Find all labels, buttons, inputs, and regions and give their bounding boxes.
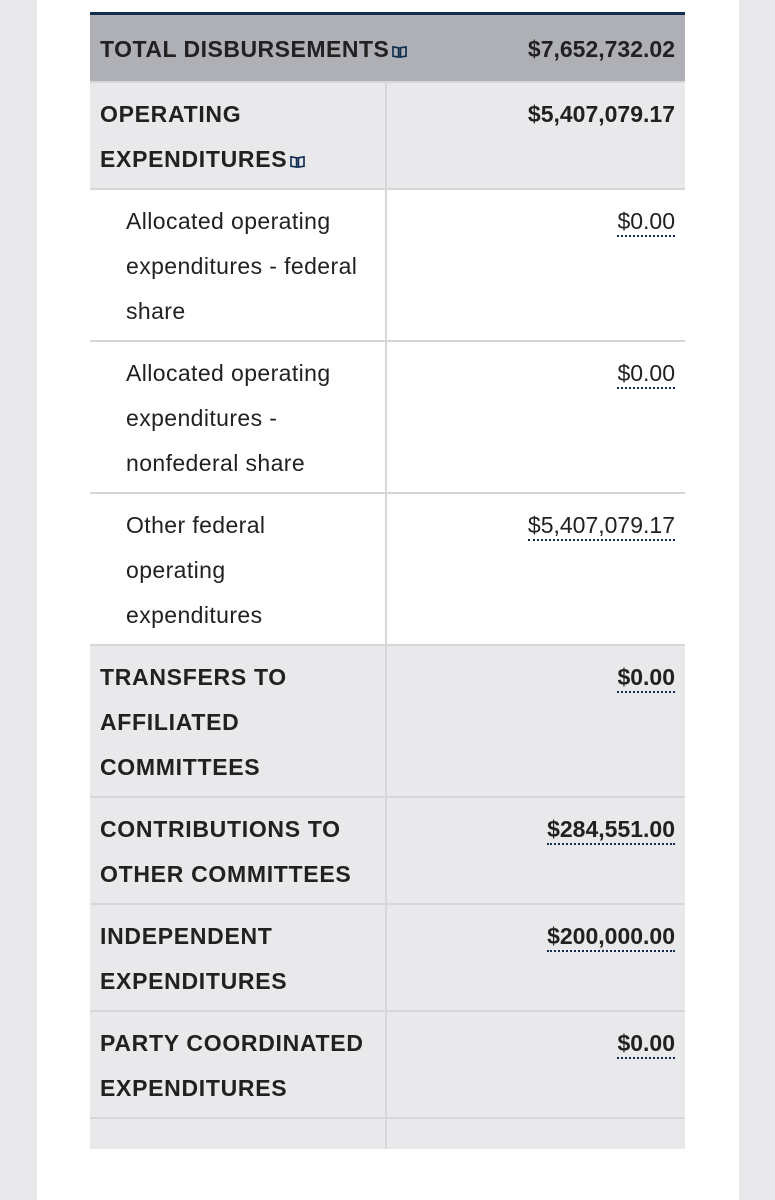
amount-link[interactable]: $0.00 [617, 1030, 675, 1059]
row-label: Allocated operating expenditures - federal share [90, 190, 387, 340]
row-label: INDEPENDENT EXPENDITURES [90, 905, 387, 1010]
table-row [90, 646, 685, 798]
row-value [387, 190, 685, 340]
total-disbursements-value: $7,652,732.02 [527, 36, 675, 62]
amount-link[interactable]: $200,000.00 [547, 923, 675, 952]
total-disbursements-label: TOTAL DISBURSEMENTS [90, 15, 528, 81]
total-disbursements-row [90, 15, 685, 83]
table-row [90, 83, 685, 190]
row-value [387, 905, 685, 1010]
disbursements-table [90, 12, 685, 1149]
table-row [90, 342, 685, 494]
row-label: Allocated operating expenditures - nonfederal share [90, 342, 387, 492]
table-row [90, 1012, 685, 1119]
row-label [90, 1119, 387, 1149]
amount-link[interactable]: $0.00 [617, 360, 675, 389]
row-label: TRANSFERS TO AFFILIATED COMMITTEES [90, 646, 387, 796]
operating-expenditures-value: $5,407,079.17 [527, 101, 675, 127]
table-row [90, 798, 685, 905]
book-icon[interactable] [392, 45, 407, 58]
table-row [90, 1119, 685, 1149]
row-label: CONTRIBUTIONS TO OTHER COMMITTEES [90, 798, 387, 903]
table-row [90, 190, 685, 342]
row-value [387, 342, 685, 492]
amount-link[interactable]: $284,551.00 [547, 816, 675, 845]
table-row [90, 905, 685, 1012]
row-value [387, 798, 685, 903]
amount-link[interactable]: $0.00 [617, 664, 675, 693]
operating-expenditures-label: OPERATING EXPENDITURES [90, 83, 387, 188]
amount-link[interactable]: $5,407,079.17 [528, 512, 675, 541]
amount-link[interactable]: $0.00 [617, 208, 675, 237]
table-row [90, 494, 685, 646]
book-icon[interactable] [290, 155, 305, 168]
row-value [387, 1012, 685, 1117]
row-value [387, 646, 685, 796]
row-value [387, 494, 685, 644]
row-label: PARTY COORDINATED EXPENDITURES [90, 1012, 387, 1117]
row-label: Other federal operating expenditures [90, 494, 387, 644]
